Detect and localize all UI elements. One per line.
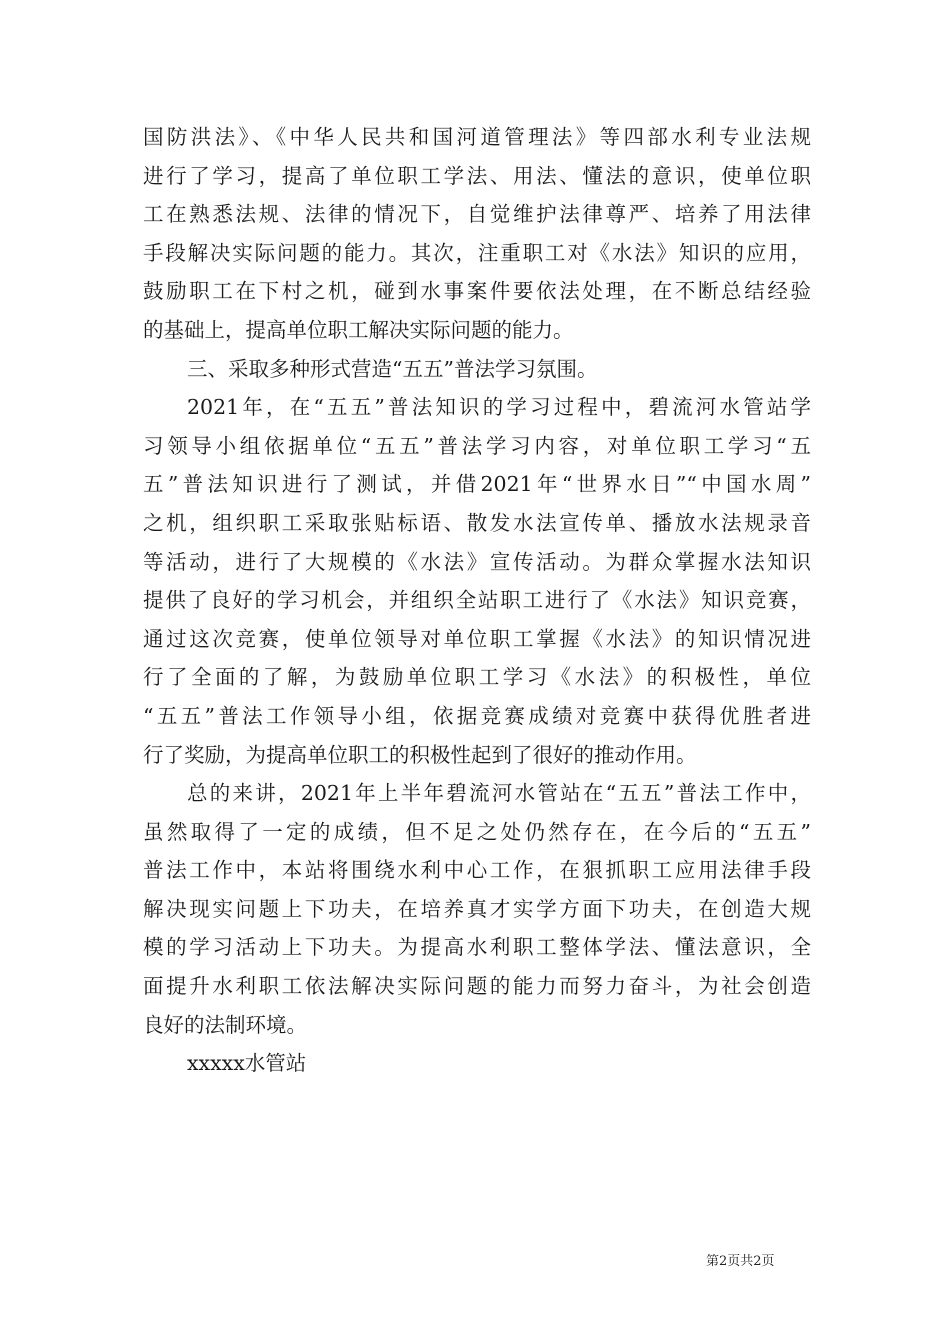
text-line: 之机，组织职工采取张贴标语、散发水法宣传单、播放水法规录音 [143,510,811,535]
text-line: 普法工作中，本站将围绕水利中心工作，在狠抓职工应用法律手段 [143,858,811,883]
text-line: 良好的法制环境。 [143,1012,307,1037]
text-line: 等活动，进行了大规模的《水法》宣传活动。为群众掌握水法知识 [143,549,811,574]
text-line: 行了全面的了解，为鼓励单位职工学习《水法》的积极性，单位 [143,665,811,690]
page-number: 第2页共2页 [706,1254,775,1269]
text-line: 面提升水利职工依法解决实际问题的能力而努力奋斗，为社会创造 [143,974,811,999]
text-line: 五”普法知识进行了测试，并借2021年“世界水日”“中国水周” [143,472,811,497]
text-line: 虽然取得了一定的成绩，但不足之处仍然存在，在今后的“五五” [143,819,811,844]
text-line: 通过这次竞赛，使单位领导对单位职工掌握《水法》的知识情况进 [143,626,811,651]
text-line: 进行了学习，提高了单位职工学法、用法、懂法的意识，使单位职 [143,163,811,188]
text-line: 模的学习活动上下功夫。为提高水利职工整体学法、懂法意识，全 [143,935,811,960]
text-line: 2021年，在“五五”普法知识的学习过程中，碧流河水管站学 [187,395,811,420]
document-body [143,118,811,1083]
text-line: 行了奖励，为提高单位职工的积极性起到了很好的推动作用。 [143,742,697,767]
text-line: 习领导小组依据单位“五五”普法学习内容，对单位职工学习“五 [143,433,811,458]
signature-line: xxxxx水管站 [187,1051,307,1076]
section-heading: 三、采取多种形式营造“五五”普法学习氛围。 [187,356,598,381]
text-line: 提供了良好的学习机会，并组织全站职工进行了《水法》知识竞赛， [143,588,811,613]
text-line: 的基础上，提高单位职工解决实际问题的能力。 [143,317,574,342]
text-line: 鼓励职工在下村之机，碰到水事案件要依法处理，在不断总结经验 [143,279,811,304]
text-line: 工在熟悉法规、法律的情况下，自觉维护法律尊严、培养了用法律 [143,202,811,227]
text-line: 解决现实问题上下功夫，在培养真才实学方面下功夫，在创造大规 [143,896,811,921]
text-line: 手段解决实际问题的能力。其次，注重职工对《水法》知识的应用， [143,240,811,265]
text-line: “五五”普法工作领导小组，依据竞赛成绩对竞赛中获得优胜者进 [143,703,811,728]
text-line: 国防洪法》、《中华人民共和国河道管理法》等四部水利专业法规 [143,125,811,149]
text-line: 总的来讲，2021年上半年碧流河水管站在“五五”普法工作中， [187,781,811,806]
